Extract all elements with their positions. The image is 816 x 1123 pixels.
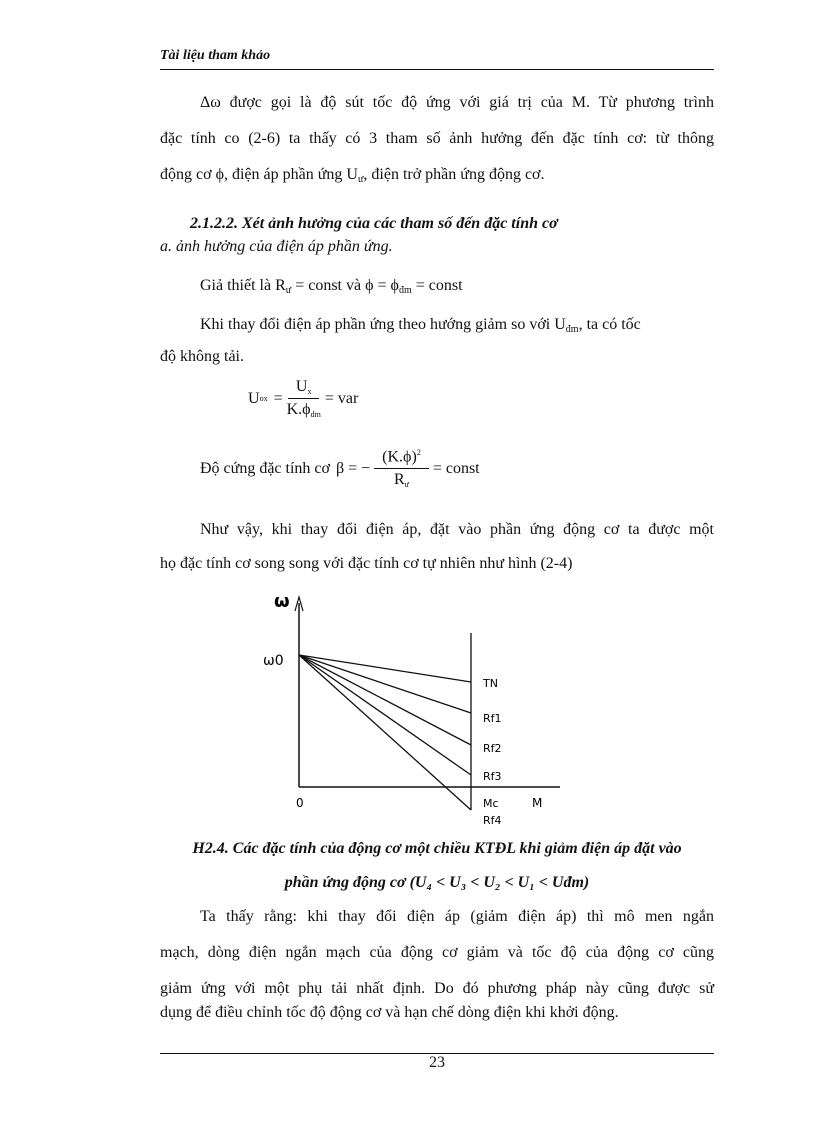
figure-caption-line2: phần ứng động cơ (U₄ < U₃ < U₂ < U₁ < Uđm) <box>284 874 590 891</box>
assume-b: = const và ϕ = ϕ <box>291 277 399 294</box>
assume-a: Giả thiết là R <box>200 277 286 294</box>
change-line1 <box>200 316 714 335</box>
para3-line2: mạch, dòng điện ngắn mạch của động cơ giảm và tốc độ của động cơ cũng <box>160 944 714 961</box>
eq2-beta: β = − <box>335 459 371 477</box>
para1-line2: đặc tính co (2-6) ta thấy có 3 tham số ảnh hưởng đến đặc tính cơ: từ thông <box>160 130 714 147</box>
origin-label: 0 <box>296 796 304 810</box>
para1-line3 <box>160 166 714 185</box>
assume-c: = const <box>411 277 463 294</box>
para3-line1: Ta thấy rằng: khi thay đổi điện áp (giảm điện áp) thì mô men ngắn <box>200 908 714 925</box>
section-heading: 2.1.2.2. Xét ảnh hưởng của các tham số đến đặc tính cơ <box>190 215 558 232</box>
label-mc: Mc <box>483 797 499 810</box>
eq1-rhs: = var <box>324 389 359 407</box>
para1-line3-a: động cơ ϕ, điện áp phần ứng U <box>160 166 358 183</box>
line-rf1 <box>299 655 471 713</box>
label-rf3: Rf3 <box>483 770 502 783</box>
line-rf3 <box>299 655 471 775</box>
para3-line4: dụng để điều chỉnh tốc độ động cơ và hạn chế dòng điện khi khởi động. <box>160 1004 619 1021</box>
label-tn: TN <box>483 677 498 690</box>
para1-line1: Δω được gọi là độ sút tốc độ ứng với giá trị của M. Từ phương trình <box>200 94 714 111</box>
omega0-label: ω0 <box>263 653 284 669</box>
label-rf4: Rf4 <box>483 814 502 827</box>
assume-b-sub: đm <box>398 285 412 296</box>
eq1-lhs-sub: ox <box>259 394 268 403</box>
eq1-den: K.ϕ <box>286 401 311 418</box>
figure-caption-line1: H2.4. Các đặc tính của động cơ một chiều KTĐL khi giảm điện áp đặt vào <box>192 840 682 857</box>
para1-line3-b: , điện trở phần ứng động cơ. <box>363 166 545 183</box>
eq1-num-sub: x <box>307 387 312 396</box>
equation-no-load-speed <box>248 378 358 419</box>
eq2-num: (K.ϕ) <box>382 448 417 466</box>
header-rule <box>160 69 714 70</box>
eq2-num-sup: 2 <box>416 448 421 457</box>
eq2-rhs: = const <box>432 459 480 477</box>
eq1-equals: = <box>273 389 283 407</box>
running-header: Tài liệu tham khảo <box>160 48 271 63</box>
para2-line2: họ đặc tính cơ song song với đặc tính cơ tự nhiên như hình (2-4) <box>160 555 573 572</box>
page-number: 23 <box>429 1054 445 1071</box>
eq2-fraction <box>374 448 429 489</box>
assumption-line <box>200 277 754 296</box>
eq2-den-sub: ư <box>404 480 409 490</box>
eq1-fraction <box>287 378 321 419</box>
eq1-lhs: U <box>248 389 260 407</box>
para3-line3: giảm ứng với một phụ tải nhất định. Do đó phương pháp này cũng được sử <box>160 980 714 997</box>
assume-a-sub: ư <box>285 285 292 296</box>
eq2-label: Độ cứng đặc tính cơ <box>200 459 330 477</box>
y-axis-label: ω <box>274 591 290 612</box>
change-sub: đm <box>565 324 579 335</box>
eq1-den-sub: dm <box>310 410 321 419</box>
change-line2: độ không tải. <box>160 348 244 365</box>
label-rf1: Rf1 <box>483 712 502 725</box>
figure-characteristics <box>260 585 580 830</box>
change-b: , ta có tốc <box>578 316 641 333</box>
equation-stiffness <box>200 448 480 489</box>
para1-line3-sub: ư <box>357 174 364 185</box>
x-axis-label: M <box>532 796 543 810</box>
eq2-den: R <box>393 471 405 489</box>
eq1-num: U <box>295 378 308 395</box>
subsection-heading: a. ảnh hưởng của điện áp phần ứng. <box>160 238 393 255</box>
label-rf2: Rf2 <box>483 742 502 755</box>
para2-line1: Như vậy, khi thay đổi điện áp, đặt vào phần ứng động cơ ta được một <box>200 521 714 538</box>
change-a: Khi thay đổi điện áp phần ứng theo hướng giảm so với U <box>200 316 566 333</box>
